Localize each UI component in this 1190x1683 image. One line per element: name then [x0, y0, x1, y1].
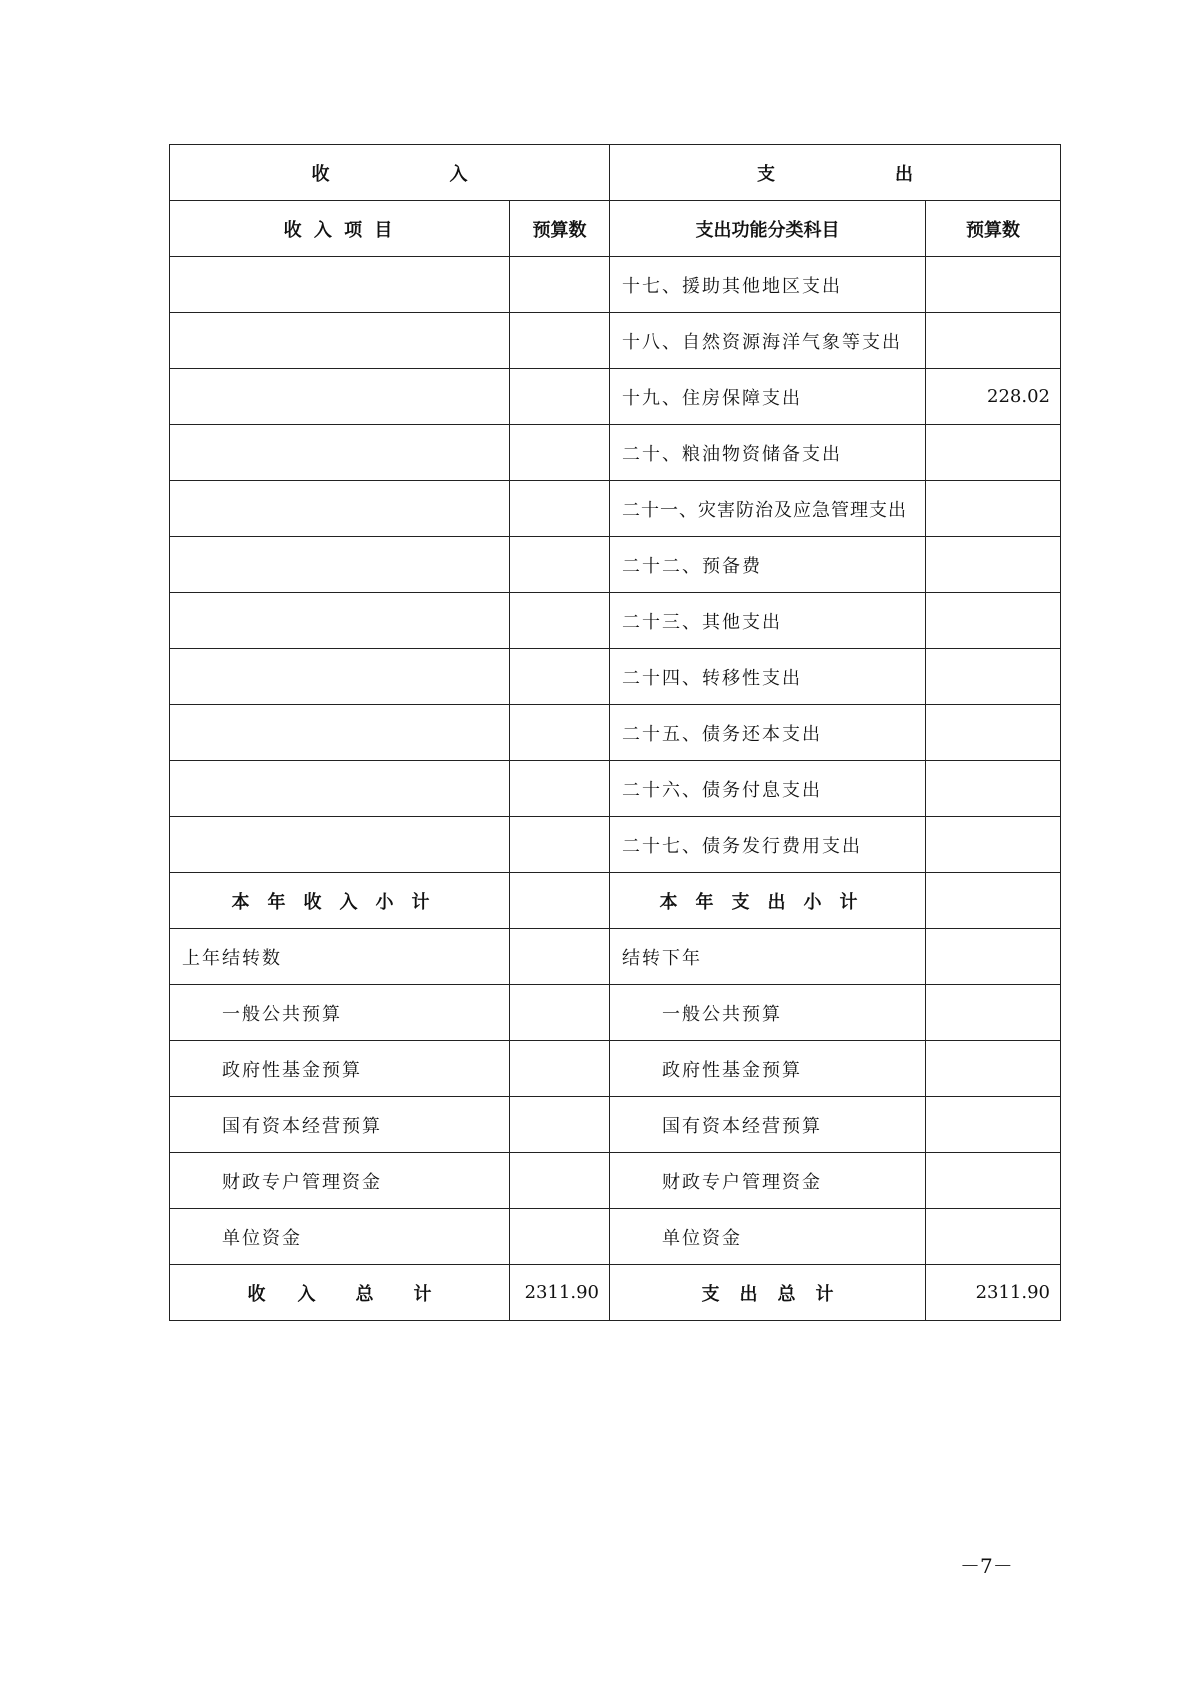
table-row [170, 649, 1061, 705]
page-number: －7－ [960, 1554, 1013, 1578]
expense-item-label: 十七、援助其他地区支出 [610, 257, 926, 313]
income-group-header: 收 入 [170, 145, 610, 201]
expense-total-value: 2311.90 [926, 1265, 1061, 1321]
table-row [170, 1209, 1061, 1265]
expense-carry-label: 结转下年 [610, 929, 926, 985]
expense-total-label: 支 出 总 计 [610, 1265, 926, 1321]
table-row [170, 537, 1061, 593]
expense-item-value [926, 761, 1061, 817]
total-row [170, 1265, 1061, 1321]
expense-carry-item: 国有资本经营预算 [610, 1097, 926, 1153]
carry-row [170, 929, 1061, 985]
expense-item-value [926, 313, 1061, 369]
income-carry-item: 政府性基金预算 [170, 1041, 510, 1097]
table-header-column-row [170, 201, 1061, 257]
table-row [170, 593, 1061, 649]
table-row [170, 761, 1061, 817]
table-row [170, 313, 1061, 369]
expense-item-label: 二十、粮油物资储备支出 [610, 425, 926, 481]
table-row [170, 257, 1061, 313]
table-row [170, 985, 1061, 1041]
expense-item-value [926, 481, 1061, 537]
expense-subtotal-label: 本年支出小计 [610, 873, 926, 929]
expense-item-value [926, 425, 1061, 481]
expense-group-header: 支 出 [610, 145, 1061, 201]
income-carry-label: 上年结转数 [170, 929, 510, 985]
table-row [170, 1153, 1061, 1209]
income-total-label: 收 入 总 计 [170, 1265, 510, 1321]
expense-item-value [926, 537, 1061, 593]
table-row [170, 481, 1061, 537]
table-row [170, 1097, 1061, 1153]
income-carry-item: 国有资本经营预算 [170, 1097, 510, 1153]
expense-item-label: 二十三、其他支出 [610, 593, 926, 649]
expense-carry-item: 单位资金 [610, 1209, 926, 1265]
budget-table [169, 144, 1061, 1321]
table-row [170, 369, 1061, 425]
expense-carry-item: 一般公共预算 [610, 985, 926, 1041]
expense-carry-item: 政府性基金预算 [610, 1041, 926, 1097]
expense-item-value [926, 705, 1061, 761]
table-row [170, 1041, 1061, 1097]
expense-item-label: 二十七、债务发行费用支出 [610, 817, 926, 873]
expense-carry-item: 财政专户管理资金 [610, 1153, 926, 1209]
expense-item-label: 十八、自然资源海洋气象等支出 [610, 313, 926, 369]
income-item-column-header: 收 入 项 目 [170, 201, 510, 257]
expense-item-label: 二十二、预备费 [610, 537, 926, 593]
expense-item-label: 十九、住房保障支出 [610, 369, 926, 425]
income-carry-item: 单位资金 [170, 1209, 510, 1265]
income-carry-item: 财政专户管理资金 [170, 1153, 510, 1209]
expense-item-label: 二十六、债务付息支出 [610, 761, 926, 817]
income-budget-column-header: 预算数 [510, 201, 610, 257]
expense-budget-column-header: 预算数 [926, 201, 1061, 257]
table-row [170, 425, 1061, 481]
expense-item-label: 二十一、灾害防治及应急管理支出 [610, 481, 926, 537]
income-carry-item: 一般公共预算 [170, 985, 510, 1041]
expense-item-value [926, 593, 1061, 649]
expense-item-label: 二十四、转移性支出 [610, 649, 926, 705]
expense-item-label: 二十五、债务还本支出 [610, 705, 926, 761]
table-row [170, 817, 1061, 873]
subtotal-row [170, 873, 1061, 929]
table-header-group-row [170, 145, 1061, 201]
expense-item-value [926, 257, 1061, 313]
income-total-value: 2311.90 [510, 1265, 610, 1321]
table-row [170, 705, 1061, 761]
income-subtotal-label: 本年收入小计 [170, 873, 510, 929]
expense-item-value [926, 817, 1061, 873]
expense-item-value: 228.02 [926, 369, 1061, 425]
expense-item-value [926, 649, 1061, 705]
expense-item-column-header: 支出功能分类科目 [610, 201, 926, 257]
